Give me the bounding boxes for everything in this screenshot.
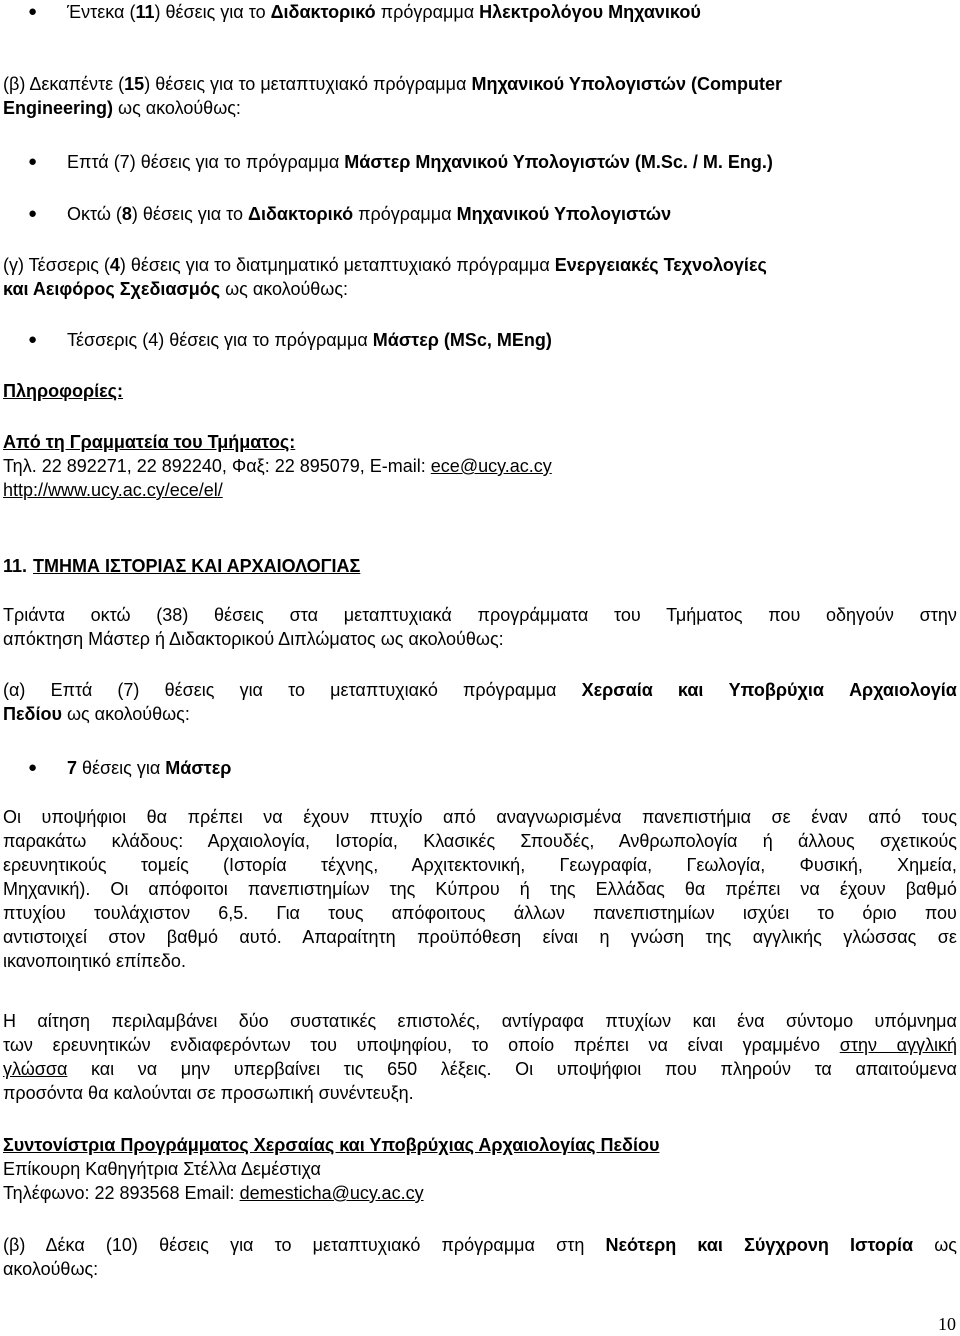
- requirements-line: [3, 853, 957, 877]
- word: σε: [771, 807, 791, 827]
- word: απόφοιτοι: [148, 879, 228, 899]
- word: να: [263, 807, 283, 827]
- word: βαθμό: [166, 927, 218, 947]
- paragraph-b-line1: (β) Δεκαπέντε (15) θέσεις για το μεταπτυχιακό πρόγραμμα Μηχανικού Υπολογιστών (Computer: [3, 74, 782, 94]
- item-a-line2: Πεδίου ως ακολούθως:: [3, 704, 190, 724]
- word: ή: [762, 831, 773, 851]
- word: και: [692, 1011, 716, 1031]
- word: Οι: [3, 807, 21, 827]
- word: τουλάχιστον: [93, 903, 191, 923]
- word: μην: [180, 1059, 211, 1079]
- requirements-line: [3, 925, 957, 949]
- word: το: [274, 1235, 292, 1255]
- word: για: [230, 1235, 254, 1255]
- word: πρόγραμμα: [441, 1235, 535, 1255]
- word: τις: [343, 1059, 364, 1079]
- word: στην: [919, 605, 957, 625]
- bullet-icon: ●: [28, 153, 38, 170]
- word: περιλαμβάνει: [111, 1011, 218, 1031]
- item-b-line2: ακολούθως:: [3, 1259, 99, 1279]
- word: από: [443, 807, 476, 827]
- item-b-line1: [3, 1233, 957, 1257]
- word: υπόμνημα: [874, 1011, 957, 1031]
- word: Σπουδές,: [520, 831, 595, 851]
- word: ερευνητικών: [52, 1035, 151, 1055]
- bullet-text: Έντεκα (11) θέσεις για το Διδακτορικό πρόγραμμα Ηλεκτρολόγου Μηχανικού: [67, 2, 701, 22]
- word: στα: [289, 605, 318, 625]
- info-subheading: Από τη Γραμματεία του Τμήματος:: [3, 432, 296, 452]
- word: τομείς: [140, 855, 189, 875]
- word: αυτό.: [239, 927, 282, 947]
- word: απαιτούμενα: [855, 1059, 957, 1079]
- word: της: [549, 879, 576, 899]
- word: υποψηφίου,: [356, 1035, 452, 1055]
- word: θα: [684, 879, 706, 899]
- word: αίτηση: [37, 1011, 91, 1031]
- word: πτυχίο: [369, 807, 423, 827]
- word: το: [288, 680, 305, 700]
- word: να: [648, 1035, 668, 1055]
- word: (β): [3, 1235, 26, 1255]
- word: 6,5.: [218, 903, 249, 923]
- word: πανεπιστήμια: [641, 807, 751, 827]
- word: βαθμό: [905, 879, 957, 899]
- word: Ελλάδας: [595, 879, 665, 899]
- word: οκτώ: [90, 605, 131, 625]
- word: που: [924, 903, 957, 923]
- word: προγράμματα: [477, 605, 589, 625]
- word: της: [389, 879, 416, 899]
- word: και: [677, 680, 704, 700]
- word: τους: [328, 903, 364, 923]
- bullet-text: Οκτώ (8) θέσεις για το Διδακτορικό πρόγραμμα Μηχανικού Υπολογιστών: [67, 204, 672, 224]
- word: θέσεις: [164, 680, 215, 700]
- paragraph-b-line2: Engineering) ως ακολούθως:: [3, 98, 241, 118]
- word: Ανθρωπολογία: [618, 831, 738, 851]
- word: μεταπτυχιακό: [312, 1235, 421, 1255]
- word: Η: [3, 1011, 16, 1031]
- requirements-line: [3, 877, 957, 901]
- word: παρακάτω: [3, 831, 87, 851]
- word: πανεπιστημίων: [593, 903, 715, 923]
- word: (α): [3, 680, 26, 700]
- word: και: [91, 1059, 115, 1079]
- word: Ιστορία: [850, 1235, 914, 1255]
- requirements-line: [3, 805, 957, 829]
- word: θα: [146, 807, 168, 827]
- word: κλάδους:: [111, 831, 184, 851]
- bullet-icon: ●: [28, 759, 38, 776]
- word: στην αγγλική: [839, 1035, 957, 1055]
- word: Αρχαιολογία,: [207, 831, 310, 851]
- page-number: 10: [938, 1314, 956, 1334]
- word: μεταπτυχιακά: [343, 605, 452, 625]
- word: πρόγραμμα: [463, 680, 557, 700]
- word: πτυχίου: [3, 903, 66, 923]
- word: δύο: [238, 1011, 269, 1031]
- coordinator-name: Επίκουρη Καθηγήτρια Στέλλα Δεμέστιχα: [3, 1159, 321, 1179]
- word: σύντομο: [785, 1011, 854, 1031]
- word: Δέκα: [45, 1235, 85, 1255]
- word: θέσεις: [159, 1235, 209, 1255]
- word: Τριάντα: [3, 605, 65, 625]
- word: έχουν: [839, 879, 886, 899]
- word: όριο: [862, 903, 897, 923]
- word: Αρχαιολογία: [849, 680, 957, 700]
- word: (38): [156, 605, 189, 625]
- coordinator-email-link[interactable]: demesticha@ucy.ac.cy: [239, 1183, 424, 1203]
- word: πτυχίων: [605, 1011, 672, 1031]
- word: σχετικούς: [879, 831, 957, 851]
- coordinator-phone: Τηλέφωνο: 22 893568 Email: demesticha@ucy.ac.cy: [3, 1183, 424, 1203]
- word: αναγνωρισμένα: [496, 807, 622, 827]
- word: πρέπει: [187, 807, 243, 827]
- word: να: [800, 879, 820, 899]
- word: στη: [556, 1235, 585, 1255]
- word: της: [705, 927, 732, 947]
- word: υποψήφιοι: [41, 807, 127, 827]
- website-link[interactable]: http://www.ucy.ac.cy/ece/el/: [3, 480, 223, 500]
- requirements-last-line: ικανοποιητικό επίπεδο.: [3, 951, 186, 971]
- word: Γεωγραφία,: [559, 855, 653, 875]
- word: ένα: [737, 1011, 765, 1031]
- word: το: [817, 903, 835, 923]
- word: πανεπιστημίων: [247, 879, 370, 899]
- word: αγγλικής: [752, 927, 822, 947]
- application-line3: [3, 1057, 957, 1081]
- word: του: [614, 605, 641, 625]
- word: άλλων: [513, 903, 565, 923]
- word: από: [868, 807, 902, 827]
- word: τα: [814, 1059, 832, 1079]
- bullet-text: Επτά (7) θέσεις για το πρόγραμμα Μάστερ Μηχανικού Υπολογιστών (M.Sc. / M. Eng.): [67, 152, 773, 172]
- word: (Ιστορία: [223, 855, 287, 875]
- word: πρέπει: [725, 879, 781, 899]
- word: υποψήφιοι: [556, 1059, 642, 1079]
- intro-line2: απόκτηση Μάστερ ή Διδακτορικού Διπλώματος ως ακολούθως:: [3, 629, 504, 649]
- word: που: [768, 605, 801, 625]
- word: του: [310, 1035, 337, 1055]
- word: Οι: [110, 879, 129, 899]
- bullet-icon: ●: [28, 3, 38, 20]
- word: αντίγραφα: [501, 1011, 584, 1031]
- word: να: [137, 1059, 158, 1079]
- word: ισχύει: [742, 903, 790, 923]
- word: Υποβρύχια: [728, 680, 824, 700]
- word: οδηγούν: [826, 605, 894, 625]
- word: στον: [108, 927, 146, 947]
- word: για: [239, 680, 263, 700]
- requirements-line: [3, 829, 957, 853]
- word: Αρχιτεκτονική,: [411, 855, 526, 875]
- word: Κλασικές: [423, 831, 496, 851]
- url-line: [3, 478, 223, 502]
- contact-line: Τηλ. 22 892271, 22 892240, Φαξ: 22 895079, E-mail: ece@ucy.ac.cy: [3, 456, 552, 476]
- application-line2: [3, 1033, 957, 1057]
- word: γλώσσας: [843, 927, 917, 947]
- word: το: [471, 1035, 489, 1055]
- section-heading: 11. ΤΜΗΜΑ ΙΣΤΟΡΙΑΣ ΚΑΙ ΑΡΧΑΙΟΛΟΓΙΑΣ: [3, 556, 361, 576]
- coordinator-title: Συντονίστρια Προγράμματος Χερσαίας και Υποβρύχιας Αρχαιολογίας Πεδίου: [3, 1135, 660, 1155]
- word: Χερσαία: [581, 680, 653, 700]
- word: Μηχανική).: [3, 879, 91, 899]
- item-a-line1: [3, 678, 957, 702]
- word: ή: [519, 879, 530, 899]
- word: και: [697, 1235, 723, 1255]
- word: (10): [105, 1235, 138, 1255]
- word: Φυσική,: [799, 855, 863, 875]
- word: Ιστορία,: [335, 831, 398, 851]
- word: Οι: [515, 1059, 534, 1079]
- word: γλώσσα: [3, 1059, 68, 1079]
- info-heading: Πληροφορίες:: [3, 381, 124, 401]
- word: Απαραίτητη: [302, 927, 396, 947]
- bullet-text: 7 θέσεις για Μάστερ: [67, 758, 232, 778]
- intro-line1: [3, 603, 957, 627]
- word: πληρούν: [720, 1059, 791, 1079]
- bullet-icon: ●: [28, 205, 38, 222]
- word: μεταπτυχιακό: [330, 680, 438, 700]
- word: Για: [276, 903, 300, 923]
- word: απόφοιτους: [391, 903, 486, 923]
- application-line4: προσόντα θα καλούνται σε προσωπική συνέντευξη.: [3, 1083, 414, 1103]
- word: 650: [387, 1059, 418, 1079]
- word: Επτά: [50, 680, 93, 700]
- bullet-icon: ●: [28, 331, 38, 348]
- word: γνώση: [630, 927, 685, 947]
- word: έχουν: [303, 807, 350, 827]
- word: Γεωλογία,: [686, 855, 766, 875]
- email-link[interactable]: ece@ucy.ac.cy: [430, 456, 552, 476]
- requirements-line: [3, 901, 957, 925]
- word: είναι: [687, 1035, 723, 1055]
- application-line1: [3, 1009, 957, 1033]
- word: ενδιαφερόντων: [170, 1035, 291, 1055]
- word: υπερβαίνει: [233, 1059, 321, 1079]
- word: οποίο: [508, 1035, 555, 1055]
- word: ως: [934, 1235, 957, 1255]
- word: έναν: [811, 807, 848, 827]
- word: Χημεία,: [897, 855, 957, 875]
- word: τους: [921, 807, 957, 827]
- word: αντιστοιχεί: [3, 927, 87, 947]
- word: συστατικές: [290, 1011, 377, 1031]
- word: άλλους: [798, 831, 855, 851]
- word: τέχνης,: [320, 855, 379, 875]
- paragraph-c-line1: (γ) Τέσσερις (4) θέσεις για το διατμηματικό μεταπτυχιακό πρόγραμμα Ενεργειακές Τεχνολογίες: [3, 255, 767, 275]
- word: γραμμένο: [742, 1035, 821, 1055]
- bullet-text: Τέσσερις (4) θέσεις για το πρόγραμμα Μάστερ (MSc, MEng): [67, 330, 552, 350]
- word: επιστολές,: [397, 1011, 481, 1031]
- paragraph-c-line2: και Αειφόρος Σχεδιασμός ως ακολούθως:: [3, 279, 349, 299]
- word: Κύπρου: [435, 879, 500, 899]
- word: λέξεις.: [440, 1059, 492, 1079]
- word: πρέπει: [573, 1035, 629, 1055]
- word: προϋπόθεση: [417, 927, 522, 947]
- word: (7): [117, 680, 140, 700]
- word: θέσεις: [214, 605, 264, 625]
- word: των: [3, 1035, 33, 1055]
- word: ερευνητικούς: [3, 855, 107, 875]
- word: Σύγχρονη: [744, 1235, 829, 1255]
- word: που: [664, 1059, 697, 1079]
- word: είναι: [542, 927, 579, 947]
- word: σε: [937, 927, 957, 947]
- word: Τμήματος: [666, 605, 743, 625]
- word: η: [599, 927, 610, 947]
- word: Νεότερη: [605, 1235, 677, 1255]
